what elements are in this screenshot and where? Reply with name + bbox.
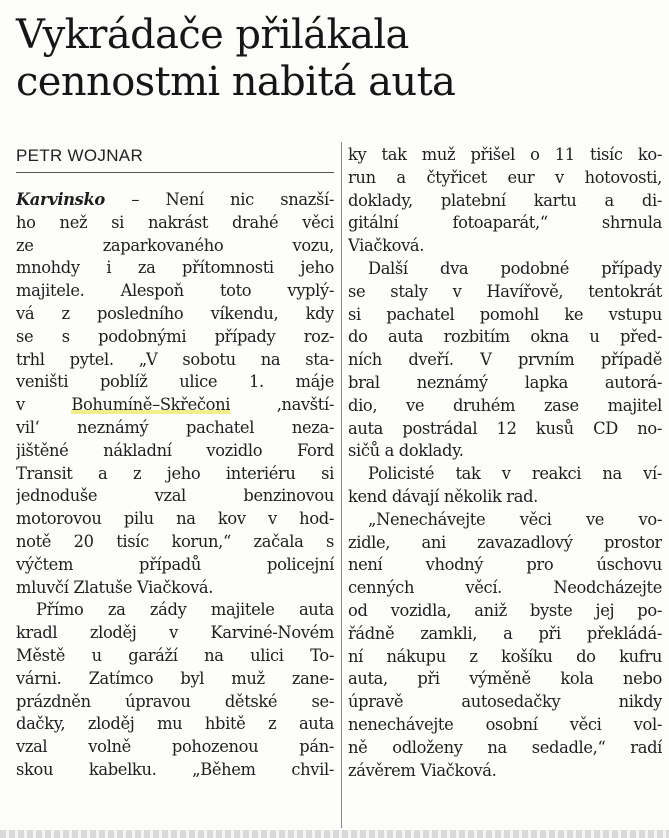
text-line: Policisté tak v reakci na ví-	[368, 464, 662, 484]
text-line: várni. Zatímco byl muž zane-	[16, 668, 334, 688]
column-divider	[341, 142, 342, 828]
paragraph-3	[348, 144, 662, 258]
text-line: ho než si nakrást drahé věci	[16, 212, 334, 232]
text-line: se s podobnými případy roz-	[16, 326, 334, 346]
text-line: Transit a z jeho interiéru si	[16, 463, 334, 483]
text-line: v Bohumíně–Skřečoni ‚navští-	[16, 395, 334, 415]
text-line: skou kabelku. „Během chvil-	[16, 759, 334, 779]
text-line: auta postrádal 12 kusů CD no-	[348, 418, 662, 438]
text-line: Viačková.	[348, 236, 425, 256]
text-line: „Nenechávejte věci ve vo-	[368, 509, 662, 529]
text-line: nenechávejte osobní věci vol-	[348, 714, 662, 734]
text-line: kradl zloděj v Karviné-Novém	[16, 623, 334, 643]
text-line: do auta rozbitím okna u před-	[348, 327, 662, 347]
text-line: dačky, zloděj mu hbitě z auta	[16, 714, 334, 734]
text-line: prázdněn úpravou dětské se-	[16, 691, 334, 711]
headline-line-1: Vykrádače přilákala	[16, 12, 409, 58]
text-line: kend dávají několik rad.	[348, 486, 538, 506]
text-line: bral neznámý lapka autorá-	[348, 372, 662, 392]
text-line: ně odloženy na sedadle,“ radí	[348, 737, 662, 757]
text-line: si pachatel pomohl ke vstupu	[348, 304, 662, 324]
paragraph-1	[16, 189, 334, 599]
headline-line-2: cennostmi nabitá auta	[16, 59, 456, 105]
text-line: cenných věcí. Neodcházejte	[348, 578, 662, 598]
text-line: řádně zamkli, a při překládá-	[348, 623, 662, 643]
paragraph-6	[348, 509, 662, 783]
text-line: není vhodný pro úschovu	[348, 555, 662, 575]
paragraph-4	[348, 258, 662, 463]
text-line: výčtem případů policejní	[16, 554, 334, 574]
byline-rule	[16, 172, 334, 173]
text-line: Karvinsko – Není nic snazší-	[16, 190, 334, 209]
dateline-place: Karvinsko	[16, 190, 105, 209]
text-line: Přímo za zády majitele auta	[36, 600, 334, 620]
text-line: vzal volně pohozenou pán-	[16, 737, 334, 757]
text-line: doklady, platební kartu a di-	[348, 190, 662, 210]
scan-bottom-edge	[0, 830, 669, 838]
text-line: Městě u garáží na ulici To-	[16, 645, 334, 665]
byline: PETR WOJNAR	[16, 146, 144, 165]
text-line: majitele. Alespoň toto vyplý-	[16, 281, 334, 301]
text-line: mnohdy i za přítomnosti jeho	[16, 258, 334, 278]
paragraph-5	[348, 463, 662, 509]
headline	[16, 12, 656, 106]
text-line: auta, při výměně kola nebo	[348, 669, 662, 689]
text-line: run a čtyřicet eur v hotovosti,	[348, 167, 662, 187]
text-line: jednoduše vzal benzinovou	[16, 486, 334, 506]
text-line: se staly v Havířově, tentokrát	[348, 281, 662, 301]
text-line: ní nákupu z košíku do kufru	[348, 646, 662, 666]
left-column	[16, 189, 334, 782]
text-line: zidle, ani zavazadlový prostor	[348, 532, 662, 552]
text-line: dio, ve druhém zase majitel	[348, 395, 662, 415]
text-line: trhl pytel. „V sobotu na sta-	[16, 349, 334, 369]
paragraph-2	[16, 599, 334, 781]
text-line: Další dva podobné případy	[368, 258, 662, 278]
text-line: ky tak muž přišel o 11 tisíc ko-	[348, 145, 662, 164]
text-line: mluvčí Zlatuše Viačková.	[16, 577, 214, 597]
highlighted-place: Bohumíně–Skřečoni	[71, 395, 231, 415]
text-line: vá z posledního víkendu, kdy	[16, 303, 334, 323]
text-line: sičů a doklady.	[348, 441, 464, 461]
text-line: notě 20 tisíc korun,“ začala s	[16, 531, 334, 551]
text-line: ních dveří. V prvním případě	[348, 350, 662, 370]
text-line: veništi poblíž ulice 1. máje	[16, 372, 334, 392]
text-line: závěrem Viačková.	[348, 760, 497, 780]
text-line: ze zaparkovaného vozu,	[16, 235, 334, 255]
text-line: jištěné nákladní vozidlo Ford	[16, 440, 334, 460]
text-line: motorovou pilu na kov v hod-	[16, 509, 334, 529]
text-line: úpravě autosedačky nikdy	[348, 692, 662, 712]
text-line: od vozidla, aniž byste jej po-	[348, 600, 662, 620]
text-line: vil‘ neznámý pachatel neza-	[16, 417, 334, 437]
right-column	[348, 144, 662, 782]
text-line: gitální fotoaparát,“ shrnula	[348, 213, 662, 233]
